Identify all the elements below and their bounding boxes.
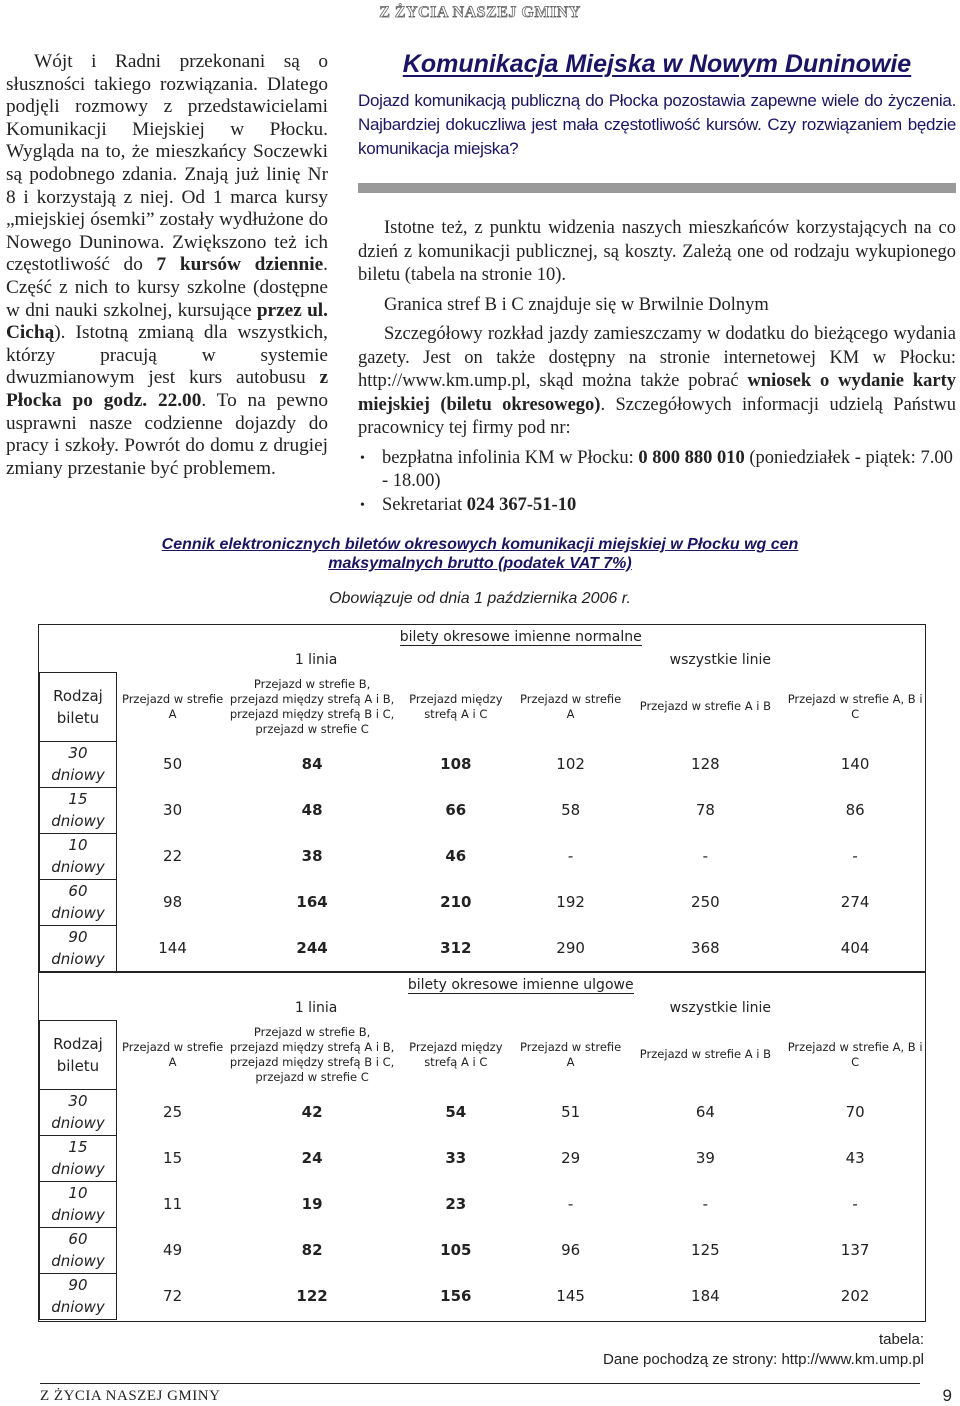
row-label: 60 dniowy [40, 879, 117, 925]
table-cell: 102 [556, 755, 585, 773]
table-cell: 210 [440, 893, 472, 911]
table-cell: 125 [691, 1241, 720, 1259]
page-header-title: Z ŻYCIA NASZEJ GMINY [379, 4, 581, 21]
table-cell: - [852, 847, 858, 865]
table-cell: 140 [840, 755, 870, 773]
price-list-title [0, 535, 960, 573]
table-cell: 98 [163, 893, 183, 911]
contact-item-infolinia [358, 447, 956, 494]
table-row [40, 741, 926, 787]
table-cell: 72 [163, 1287, 183, 1305]
table-cell: 368 [691, 939, 720, 957]
table-row [40, 787, 926, 833]
table-cell: 128 [691, 755, 720, 773]
table-cell: 38 [301, 847, 323, 865]
group-header-wszystkie-linie: wszystkie linie [669, 1000, 772, 1016]
group-header-wszystkie-linie: wszystkie linie [669, 652, 772, 668]
bullet-icon: • [360, 497, 365, 513]
row-label: 30 dniowy [40, 1089, 117, 1135]
contact-item-sekretariat [358, 494, 956, 518]
bold-segment: przez ul. Cichą [6, 299, 328, 344]
table-cell: 192 [556, 893, 585, 911]
row-label: 15 dniowy [40, 787, 117, 833]
table-cell: 50 [163, 755, 183, 773]
phone-number: 024 367-51-10 [466, 494, 577, 515]
table-cell: 49 [163, 1241, 183, 1259]
table-cell: 184 [691, 1287, 720, 1305]
table-cell: 290 [556, 939, 585, 957]
page-number: 9 [942, 1386, 952, 1405]
column-header: Przejazd w strefie B, przejazd między strefą A i B, przejazd między strefą B i C, przejazd w strefie C [229, 676, 395, 736]
table-cell: 66 [445, 801, 467, 819]
bold-segment: wniosek o wydanie karty miejskiej (biletu okresowego) [358, 371, 956, 415]
note-source: Dane pochodzą ze strony: http://www.km.ump.pl [603, 1351, 924, 1368]
table-cell: 33 [445, 1149, 467, 1167]
text-segment: Szczegółowy rozkład jazdy zamieszczamy w dodatku do bieżącego wydania gazety. Jest on także dostępny na stronie internetowej KM w Płocku: http://www.km.ump.pl, skąd można także pobrać [358, 324, 956, 391]
table-cell: 137 [840, 1241, 870, 1259]
table-cell: 404 [840, 939, 870, 957]
table-cell: 312 [440, 939, 472, 957]
price-list-title-line: Cennik elektronicznych biletów okresowych komunikacji miejskiej w Płocku wg cen [161, 536, 799, 553]
table-cell: 24 [301, 1149, 323, 1167]
table-heading-text: bilety okresowe imienne ulgowe [407, 976, 634, 993]
table-cell: 84 [301, 755, 323, 773]
row-label: 10 dniowy [40, 833, 117, 879]
table-cell: 156 [440, 1287, 472, 1305]
table-row [40, 833, 926, 879]
table-cell: 23 [445, 1195, 467, 1213]
table-cell: 22 [163, 847, 183, 865]
article-paragraph-schedule [358, 323, 956, 441]
table-cell: 43 [845, 1149, 865, 1167]
table-row [40, 1273, 926, 1319]
right-column-article [358, 50, 956, 517]
table-cell: 48 [301, 801, 323, 819]
table-cell: - [702, 847, 709, 865]
table-row [40, 1135, 926, 1181]
article-paragraph-zones: Granica stref B i C znajduje się w Brwilnie Dolnym [384, 294, 769, 315]
table-cell: 11 [163, 1195, 183, 1213]
table-heading [116, 625, 925, 648]
column-header: Przejazd w strefie A, B i C [787, 1039, 923, 1069]
table-cell: 105 [440, 1241, 472, 1259]
footer-title: Z ŻYCIA NASZEJ GMINY [40, 1388, 221, 1404]
left-column-paragraph [6, 51, 328, 480]
row-label: 15 dniowy [40, 1135, 117, 1181]
contact-list [358, 447, 956, 518]
price-list-validity: Obowiązuje od dnia 1 października 2006 r. [329, 590, 631, 607]
table-row [40, 925, 926, 971]
table-row [40, 879, 926, 925]
table-heading-text: bilety okresowe imienne normalne [399, 628, 642, 645]
table-row [40, 1227, 926, 1273]
table-cell: 46 [445, 847, 467, 865]
article-lead: Dojazd komunikacją publiczną do Płocka pozostawia zapewne wiele do życzenia. Najbardziej dokuczliwa jest mała częstotliwość kursów. Czy rozwiązaniem będzie komunikacja miejska? [358, 91, 956, 158]
price-list-title-line: maksymalnych brutto (podatek VAT 7%) [328, 555, 632, 572]
text-segment: (poniedziałek - piątek: 7.00 - 18.00) [382, 447, 953, 491]
row-label: 30 dniowy [40, 741, 117, 787]
table-cell: 274 [840, 893, 870, 911]
column-header: Przejazd w strefie A [121, 691, 224, 721]
table-cell: 29 [561, 1149, 581, 1167]
text-segment: Wójt i Radni przekonani są o słuszności takiego rozwiązania. Dlatego podjęli rozmowy z przedstawicielami Komunikacji Miejskiej w Płocku. Wygląda na to, że mieszkańcy Soczewki są podobnego zdania. Znają już linię Nr 8 i korzystają z niej. Od 1 marca kursy „miejskiej ósemki” zostały wydłużone do Nowego Duninowa. Zwiększono też ich częstotliwość do [6, 51, 328, 276]
table-heading [116, 973, 925, 996]
table-cell: - [567, 1195, 574, 1213]
group-header-1-linia: 1 linia [294, 1000, 338, 1016]
table-cell: 58 [561, 801, 581, 819]
footer-divider [40, 1383, 920, 1384]
table-cell: 30 [163, 801, 183, 819]
column-header: Przejazd w strefie B, przejazd między strefą A i B, przejazd między strefą B i C, przejazd w strefie C [229, 1024, 395, 1084]
table-cell: 122 [296, 1287, 328, 1305]
row-label: 90 dniowy [40, 1273, 117, 1319]
table-cell: 145 [556, 1287, 585, 1305]
column-header: Przejazd w strefie A [121, 1039, 224, 1069]
table-cell: 82 [301, 1241, 323, 1259]
table-cell: 64 [695, 1103, 715, 1121]
group-header-1-linia: 1 linia [294, 652, 338, 668]
row-header-rodzaj: Rodzaj biletu [40, 672, 117, 741]
row-label: 60 dniowy [40, 1227, 117, 1273]
table-cell: 244 [296, 939, 328, 957]
table-row [40, 1089, 926, 1135]
table-cell: 96 [561, 1241, 581, 1259]
column-header: Przejazd między strefą A i C [409, 1039, 503, 1069]
price-table-reduced [38, 972, 926, 1322]
row-header-rodzaj: Rodzaj biletu [40, 1020, 117, 1089]
article-paragraph-costs: Istotne też, z punktu widzenia naszych mieszkańców korzystających na co dzień z komunikacji publicznej, są koszty. Zależą one od rodzaju wykupionego biletu (tabela na stronie 10). [358, 218, 956, 285]
table-cell: - [702, 1195, 709, 1213]
table-cell: 54 [445, 1103, 467, 1121]
price-table [39, 973, 925, 1320]
text-segment: . Część z nich to kursy szkolne (dostępne w dni nauki szkolnej, kursujące [6, 254, 328, 321]
bold-segment: z Płocka po godz. 22.00 [6, 367, 328, 411]
table-cell: 202 [840, 1287, 870, 1305]
text-segment: . Szczegółowych informacji udzielą Państwu pracownicy tej firmy pod nr: [358, 394, 956, 438]
table-cell: 86 [845, 801, 865, 819]
left-column-article [6, 51, 328, 480]
table-cell: 15 [163, 1149, 183, 1167]
table-cell: - [567, 847, 574, 865]
table-cell: 164 [296, 893, 328, 911]
table-cell: 51 [561, 1103, 581, 1121]
table-cell: 250 [691, 893, 720, 911]
table-cell: 78 [695, 801, 715, 819]
row-label: 90 dniowy [40, 925, 117, 971]
table-cell: - [852, 1195, 858, 1213]
phone-number: 0 800 880 010 [638, 447, 745, 468]
table-cell: 70 [845, 1103, 865, 1121]
table-source-note [603, 1330, 924, 1370]
bold-segment: 7 kursów dziennie [156, 254, 324, 276]
table-cell: 42 [301, 1103, 323, 1121]
text-segment: . To na pewno usprawni nasze codzienne dojazdy do pracy i szkoły. Powrót do domu z drugiej zmiany przestanie być problemem. [6, 389, 328, 479]
column-header: Przejazd w strefie A, B i C [787, 691, 923, 721]
table-cell: 108 [440, 755, 472, 773]
text-segment: bezpłatna infolinia KM w Płocku: [382, 447, 639, 468]
divider-bar [358, 183, 956, 193]
text-segment: Sekretariat [382, 494, 467, 515]
table-cell: 19 [301, 1195, 323, 1213]
table-cell: 25 [163, 1103, 183, 1121]
table-cell: 144 [158, 939, 187, 957]
text-segment: ). Istotną zmianą dla wszystkich, którzy pracują w systemie dwuzmianowym jest kurs autobusu [6, 322, 328, 389]
column-header: Przejazd w strefie A i B [639, 1047, 771, 1061]
column-header: Przejazd w strefie A i B [639, 699, 771, 713]
column-header: Przejazd w strefie A [519, 691, 622, 721]
article-title: Komunikacja Miejska w Nowym Duninowie [402, 50, 912, 78]
table-cell: 39 [695, 1149, 715, 1167]
note-label: tabela: [878, 1331, 924, 1348]
price-table-normal [38, 624, 926, 972]
price-table [39, 625, 925, 972]
column-header: Przejazd między strefą A i C [409, 691, 503, 721]
bullet-icon: • [360, 450, 365, 466]
table-row [40, 1181, 926, 1227]
column-header: Przejazd w strefie A [519, 1039, 622, 1069]
row-label: 10 dniowy [40, 1181, 117, 1227]
